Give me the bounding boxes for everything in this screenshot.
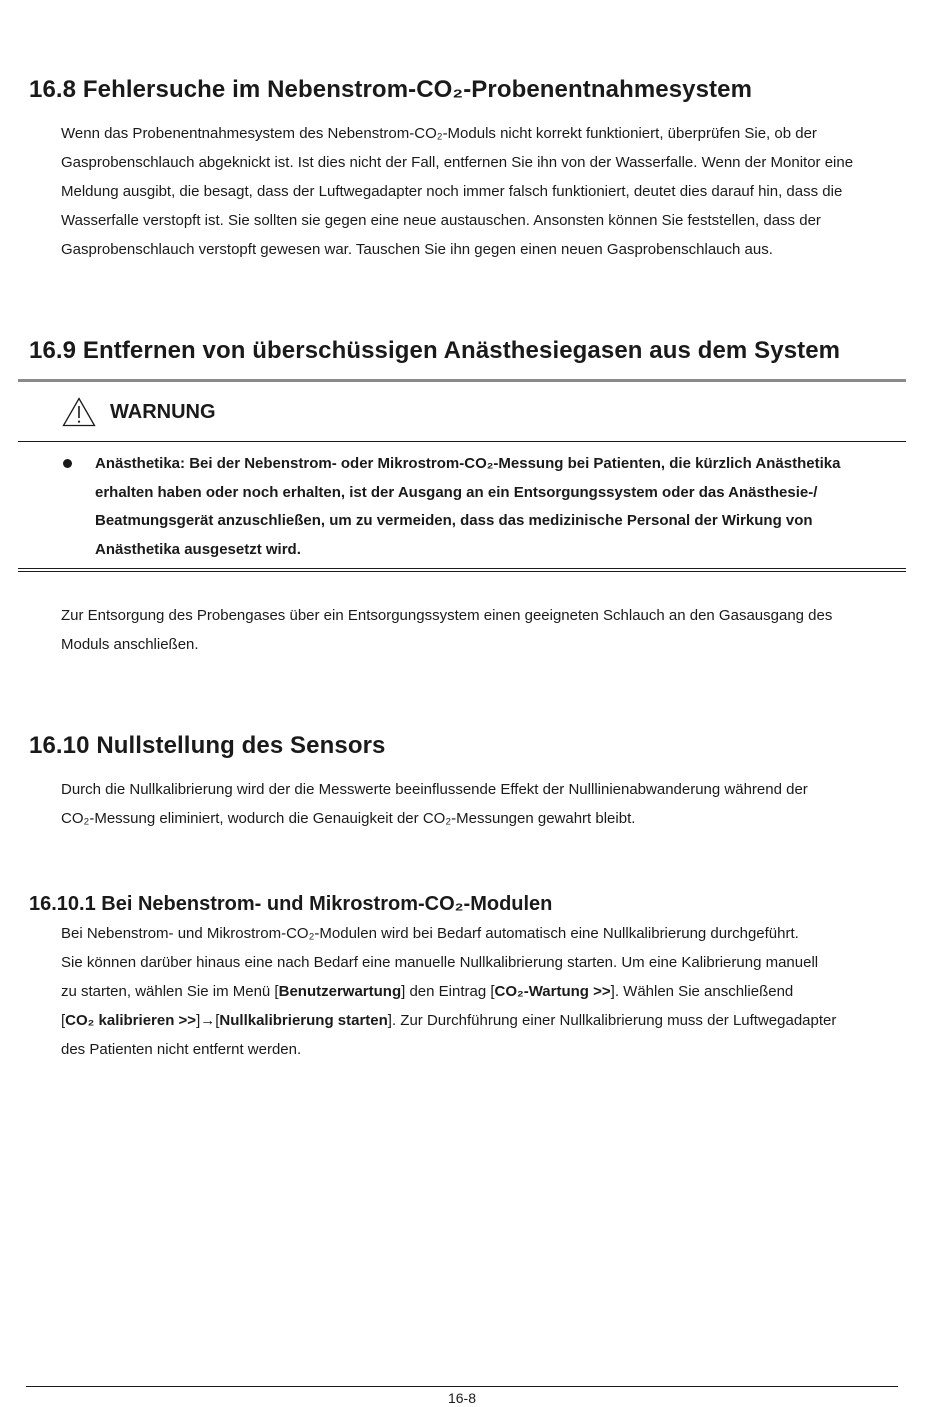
text-run: zu starten, wählen Sie im Menü [ (61, 983, 279, 1000)
text-line (61, 1006, 891, 1035)
text-line: Gasprobenschlauch abgeknickt ist. Ist dies nicht der Fall, entfernen Sie ihn von der Wasserfalle. Wenn der Monitor eine (61, 154, 854, 171)
text-line: Zur Entsorgung des Probengases über ein Entsorgungssystem einen geeigneten Schlauch an den Gasausgang des (61, 607, 833, 624)
section-16-8-body (61, 119, 891, 264)
section-heading-16-9: 16.9 Entfernen von überschüssigen Anästhesiegasen aus dem System (29, 337, 841, 364)
text-run: ]→[ (196, 1012, 220, 1029)
warning-line: erhalten haben oder noch erhalten, ist der Ausgang an ein Entsorgungssystem oder das Anästhesie-/ (95, 483, 818, 501)
warning-divider (18, 441, 906, 442)
warning-triangle-icon (62, 397, 96, 427)
section-16-10-body (61, 775, 891, 833)
text-line: Bei Nebenstrom- und Mikrostrom-CO₂-Modulen wird bei Bedarf automatisch eine Nullkalibrierung durchgeführt. (61, 925, 799, 942)
warning-line: Anästhetika: Bei der Nebenstrom- oder Mikrostrom-CO₂-Messung bei Patienten, die kürzlich Anästhetika (95, 455, 841, 472)
text-line: Durch die Nullkalibrierung wird der die Messwerte beeinflussende Effekt der Nulllinienabwanderung während der (61, 781, 808, 798)
text-run: ] den Eintrag [ (401, 983, 495, 1000)
menu-ref-co2-wartung: CO₂-Wartung >> (494, 983, 611, 1000)
warning-bottom-rule (18, 568, 906, 572)
text-line: Gasprobenschlauch verstopft gewesen war. Tauschen Sie ihn gegen einen neuen Gasprobenschlauch aus. (61, 241, 773, 258)
warning-line: Anästhetika ausgesetzt wird. (95, 540, 301, 558)
menu-ref-nullkalibrierung-starten: Nullkalibrierung starten (219, 1012, 388, 1029)
footer-rule (26, 1386, 898, 1387)
menu-ref-benutzerwartung: Benutzerwartung (278, 983, 402, 1000)
text-line (61, 977, 891, 1006)
section-heading-16-10: 16.10 Nullstellung des Sensors (29, 732, 386, 759)
text-line: CO₂-Messung eliminiert, wodurch die Genauigkeit der CO₂-Messungen gewahrt bleibt. (61, 810, 636, 827)
section-heading-16-8: 16.8 Fehlersuche im Nebenstrom-CO₂-Probenentnahmesystem (29, 76, 753, 103)
page-number: 16-8 (447, 1390, 477, 1406)
warning-top-rule (18, 379, 906, 382)
text-run: [ (61, 1012, 66, 1029)
warning-title: WARNUNG (110, 400, 216, 423)
section-16-10-1-body (61, 919, 891, 1064)
warning-header (62, 392, 216, 432)
bullet-icon (63, 459, 72, 468)
menu-ref-co2-kalibrieren: CO₂ kalibrieren >> (65, 1012, 197, 1029)
text-line: Moduls anschließen. (61, 636, 199, 653)
warning-body (95, 450, 895, 564)
section-heading-16-10-1: 16.10.1 Bei Nebenstrom- und Mikrostrom-CO₂-Modulen (29, 893, 553, 915)
text-run: ]. Wählen Sie anschließend (610, 983, 794, 1000)
text-line: Wenn das Probenentnahmesystem des Nebenstrom-CO₂-Moduls nicht korrekt funktioniert, überprüfen Sie, ob der (61, 125, 817, 142)
text-line: Meldung ausgibt, die besagt, dass der Luftwegadapter noch immer falsch funktioniert, deutet dies darauf hin, dass die (61, 183, 843, 200)
text-run: ]. Zur Durchführung einer Nullkalibrierung muss der Luftwegadapter (387, 1012, 837, 1029)
warning-line: Beatmungsgerät anzuschließen, um zu vermeiden, dass das medizinische Personal der Wirkung von (95, 512, 813, 529)
text-line: des Patienten nicht entfernt werden. (61, 1041, 302, 1058)
section-16-9-body (61, 601, 891, 659)
text-line: Wasserfalle verstopft ist. Sie sollten sie gegen eine neue austauschen. Ansonsten können Sie feststellen, dass der (61, 212, 821, 229)
text-line: Sie können darüber hinaus eine nach Bedarf eine manuelle Nullkalibrierung starten. Um eine Kalibrierung manuell (61, 954, 819, 971)
